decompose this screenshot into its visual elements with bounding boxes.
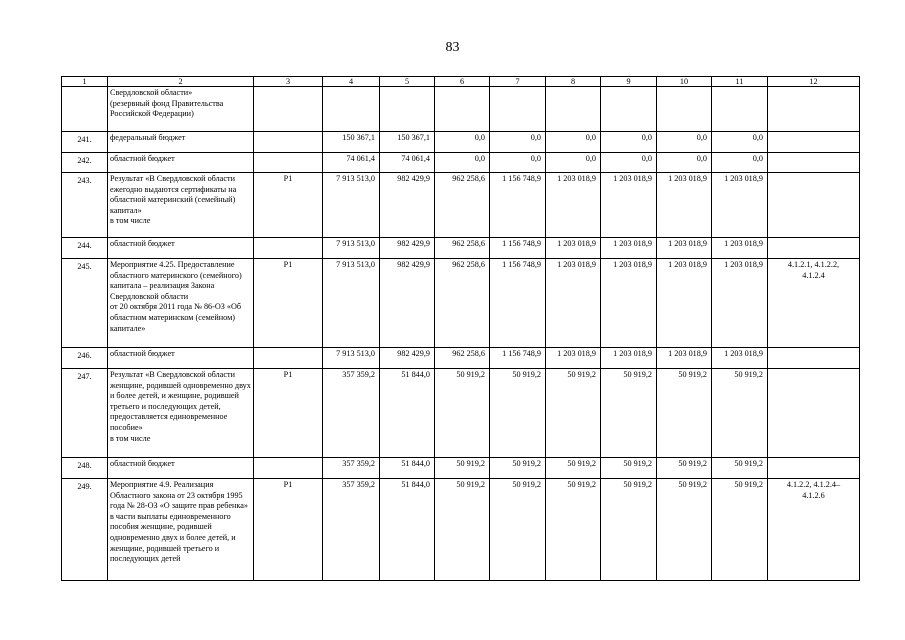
row-number: 245. [62, 259, 108, 348]
value-col-4: 74 061,4 [323, 153, 380, 173]
header-cell-10: 10 [657, 77, 712, 87]
value-col-10 [657, 87, 712, 132]
reference [768, 238, 860, 259]
row-number: 246. [62, 348, 108, 369]
value-col-5: 982 429,9 [380, 173, 435, 238]
header-cell-5: 5 [380, 77, 435, 87]
value-col-11: 1 203 018,9 [712, 238, 768, 259]
row-number: 243. [62, 173, 108, 238]
item-name: Результат «В Свердловской области женщине, родившей одновременно двух и более детей, и женщине, родившей третьего и последующих детей, предоставляется единовременное пособие» в том числе [108, 369, 254, 458]
value-col-9: 1 203 018,9 [601, 173, 657, 238]
item-name: областной бюджет [108, 238, 254, 259]
value-col-7: 50 919,2 [490, 369, 546, 458]
code [254, 348, 323, 369]
value-col-8: 50 919,2 [546, 479, 601, 581]
value-col-11: 0,0 [712, 153, 768, 173]
value-col-7: 0,0 [490, 132, 546, 153]
table-body [62, 77, 860, 581]
reference: 4.1.2.1, 4.1.2.2, 4.1.2.4 [768, 259, 860, 348]
value-col-8: 0,0 [546, 153, 601, 173]
item-name: Свердловской области» (резервный фонд Правительства Российской Федерации) [108, 87, 254, 132]
code [254, 458, 323, 479]
value-col-7: 1 156 748,9 [490, 173, 546, 238]
header-row [62, 77, 860, 87]
value-col-9: 50 919,2 [601, 479, 657, 581]
item-name: Результат «В Свердловской области ежегодно выдаются сертификаты на областной материнский (семейный) капитал» в том числе [108, 173, 254, 238]
value-col-6: 50 919,2 [435, 369, 490, 458]
value-col-11 [712, 87, 768, 132]
value-col-11: 1 203 018,9 [712, 259, 768, 348]
table-row [62, 132, 860, 153]
header-cell-6: 6 [435, 77, 490, 87]
item-name: Мероприятие 4.25. Предоставление областного материнского (семейного) капитала – реализация Закона Свердловской области от 20 октября 2011 года № 86-ОЗ «Об областном материнском (семейном) капитале» [108, 259, 254, 348]
header-cell-12: 12 [768, 77, 860, 87]
header-cell-8: 8 [546, 77, 601, 87]
table-row [62, 87, 860, 132]
row-number: 244. [62, 238, 108, 259]
value-col-7: 1 156 748,9 [490, 259, 546, 348]
value-col-9: 0,0 [601, 132, 657, 153]
value-col-6: 962 258,6 [435, 238, 490, 259]
value-col-11: 1 203 018,9 [712, 348, 768, 369]
value-col-5: 982 429,9 [380, 238, 435, 259]
header-cell-11: 11 [712, 77, 768, 87]
table-row [62, 369, 860, 458]
value-col-5: 982 429,9 [380, 259, 435, 348]
value-col-11: 0,0 [712, 132, 768, 153]
table-row [62, 173, 860, 238]
value-col-7: 1 156 748,9 [490, 238, 546, 259]
value-col-11: 50 919,2 [712, 479, 768, 581]
table-row [62, 238, 860, 259]
row-number: 248. [62, 458, 108, 479]
value-col-9: 1 203 018,9 [601, 348, 657, 369]
reference [768, 348, 860, 369]
value-col-6: 50 919,2 [435, 479, 490, 581]
item-name: областной бюджет [108, 458, 254, 479]
value-col-10: 1 203 018,9 [657, 348, 712, 369]
reference [768, 153, 860, 173]
value-col-4 [323, 87, 380, 132]
value-col-8: 1 203 018,9 [546, 348, 601, 369]
value-col-8: 50 919,2 [546, 458, 601, 479]
code: P1 [254, 173, 323, 238]
value-col-6: 962 258,6 [435, 259, 490, 348]
header-cell-4: 4 [323, 77, 380, 87]
value-col-7: 50 919,2 [490, 458, 546, 479]
table-row [62, 259, 860, 348]
value-col-8: 0,0 [546, 132, 601, 153]
page-number: 83 [445, 40, 460, 55]
value-col-4: 150 367,1 [323, 132, 380, 153]
value-col-9 [601, 87, 657, 132]
row-number: 241. [62, 132, 108, 153]
table-row [62, 479, 860, 581]
value-col-10: 1 203 018,9 [657, 238, 712, 259]
row-number: 247. [62, 369, 108, 458]
value-col-9: 1 203 018,9 [601, 259, 657, 348]
header-cell-1: 1 [62, 77, 108, 87]
code: P1 [254, 479, 323, 581]
value-col-4: 7 913 513,0 [323, 173, 380, 238]
table-row [62, 348, 860, 369]
value-col-7: 1 156 748,9 [490, 348, 546, 369]
header-cell-3: 3 [254, 77, 323, 87]
item-name: федеральный бюджет [108, 132, 254, 153]
value-col-7: 0,0 [490, 153, 546, 173]
value-col-10: 1 203 018,9 [657, 259, 712, 348]
value-col-9: 1 203 018,9 [601, 238, 657, 259]
value-col-9: 50 919,2 [601, 458, 657, 479]
value-col-5: 982 429,9 [380, 348, 435, 369]
value-col-5: 74 061,4 [380, 153, 435, 173]
header-cell-7: 7 [490, 77, 546, 87]
budget-table [61, 76, 860, 581]
reference: 4.1.2.2, 4.1.2.4– 4.1.2.6 [768, 479, 860, 581]
value-col-5: 51 844,0 [380, 479, 435, 581]
table-row [62, 153, 860, 173]
value-col-5: 150 367,1 [380, 132, 435, 153]
value-col-4: 357 359,2 [323, 369, 380, 458]
row-number: 242. [62, 153, 108, 173]
header-cell-2: 2 [108, 77, 254, 87]
value-col-6 [435, 87, 490, 132]
value-col-10: 50 919,2 [657, 479, 712, 581]
reference [768, 87, 860, 132]
value-col-7 [490, 87, 546, 132]
value-col-10: 0,0 [657, 132, 712, 153]
value-col-8: 50 919,2 [546, 369, 601, 458]
code: P1 [254, 259, 323, 348]
row-number [62, 87, 108, 132]
value-col-10: 50 919,2 [657, 369, 712, 458]
item-name: областной бюджет [108, 153, 254, 173]
value-col-5 [380, 87, 435, 132]
table-row [62, 458, 860, 479]
value-col-10: 0,0 [657, 153, 712, 173]
value-col-8: 1 203 018,9 [546, 259, 601, 348]
code: P1 [254, 369, 323, 458]
reference [768, 132, 860, 153]
code [254, 153, 323, 173]
value-col-4: 7 913 513,0 [323, 238, 380, 259]
value-col-6: 50 919,2 [435, 458, 490, 479]
reference [768, 173, 860, 238]
item-name: Мероприятие 4.9. Реализация Областного закона от 23 октября 1995 года № 28-ОЗ «О защите прав ребенка» в части выплаты единовременного пособия женщине, родившей одновременно двух и более детей, и женщине, родившей третьего и последующих детей [108, 479, 254, 581]
value-col-9: 0,0 [601, 153, 657, 173]
value-col-9: 50 919,2 [601, 369, 657, 458]
value-col-10: 50 919,2 [657, 458, 712, 479]
value-col-11: 50 919,2 [712, 458, 768, 479]
value-col-8: 1 203 018,9 [546, 238, 601, 259]
value-col-6: 962 258,6 [435, 173, 490, 238]
value-col-7: 50 919,2 [490, 479, 546, 581]
value-col-6: 0,0 [435, 132, 490, 153]
value-col-11: 1 203 018,9 [712, 173, 768, 238]
code [254, 238, 323, 259]
value-col-6: 962 258,6 [435, 348, 490, 369]
value-col-11: 50 919,2 [712, 369, 768, 458]
code [254, 87, 323, 132]
code [254, 132, 323, 153]
value-col-8 [546, 87, 601, 132]
value-col-5: 51 844,0 [380, 369, 435, 458]
value-col-5: 51 844,0 [380, 458, 435, 479]
value-col-10: 1 203 018,9 [657, 173, 712, 238]
header-cell-9: 9 [601, 77, 657, 87]
value-col-4: 7 913 513,0 [323, 348, 380, 369]
value-col-4: 357 359,2 [323, 479, 380, 581]
value-col-4: 7 913 513,0 [323, 259, 380, 348]
row-number: 249. [62, 479, 108, 581]
reference [768, 458, 860, 479]
item-name: областной бюджет [108, 348, 254, 369]
value-col-6: 0,0 [435, 153, 490, 173]
value-col-4: 357 359,2 [323, 458, 380, 479]
reference [768, 369, 860, 458]
value-col-8: 1 203 018,9 [546, 173, 601, 238]
